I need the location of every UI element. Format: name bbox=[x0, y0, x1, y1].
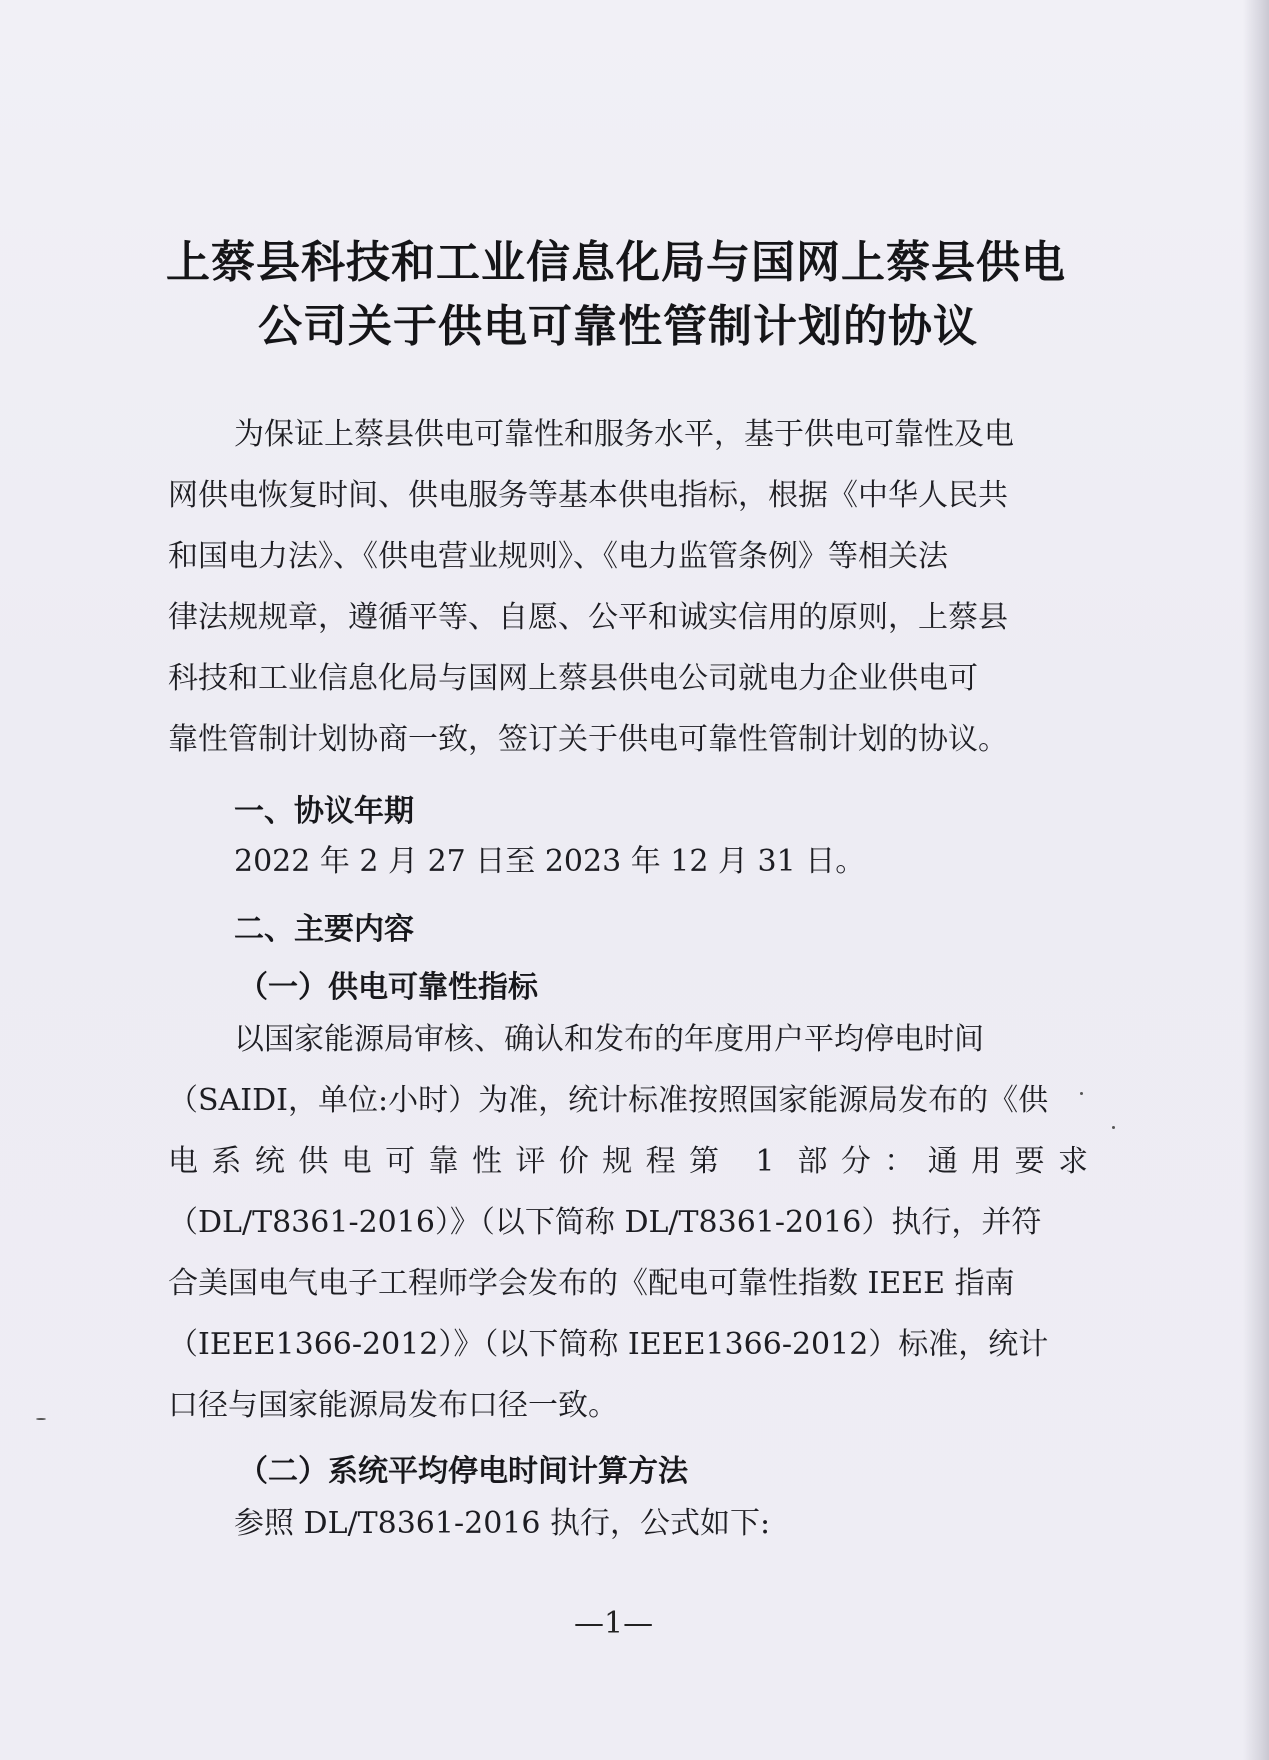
sub1-line-3: 电系统供电可靠性评价规程第 1 部分：通用要求 bbox=[168, 1144, 1088, 1179]
document-title-line-1: 上蔡县科技和工业信息化局与国网上蔡县供电 bbox=[166, 237, 1066, 288]
intro-line-5: 科技和工业信息化局与国网上蔡县供电公司就电力企业供电可 bbox=[168, 661, 978, 696]
sub1-line-1: 以国家能源局审核、确认和发布的年度用户平均停电时间 bbox=[234, 1022, 984, 1057]
intro-line-4: 律法规规章，遵循平等、自愿、公平和诚实信用的原则，上蔡县 bbox=[168, 600, 1008, 635]
sub1-line-4: （DL/T8361-2016）》（以下简称 DL/T8361-2016）执行，并符 bbox=[168, 1205, 1042, 1240]
intro-line-2: 网供电恢复时间、供电服务等基本供电指标，根据《中华人民共 bbox=[168, 478, 1008, 513]
subsection-2-heading: （二）系统平均停电时间计算方法 bbox=[238, 1454, 688, 1489]
sub1-line-2: （SAIDI，单位:小时）为准，统计标准按照国家能源局发布的《供 bbox=[168, 1083, 1049, 1118]
agreement-period-text: 2022 年 2 月 27 日至 2023 年 12 月 31 日。 bbox=[234, 844, 866, 879]
page-number: —1— bbox=[574, 1606, 654, 1641]
sub1-line-6: （IEEE1366-2012）》（以下简称 IEEE1366-2012）标准，统计 bbox=[168, 1327, 1049, 1362]
sub1-line-5: 合美国电气电子工程师学会发布的《配电可靠性指数 IEEE 指南 bbox=[168, 1266, 1015, 1301]
subsection-1-heading: （一）供电可靠性指标 bbox=[238, 970, 538, 1005]
sub2-text: 参照 DL/T8361-2016 执行，公式如下: bbox=[234, 1506, 771, 1541]
intro-line-3: 和国电力法》、《供电营业规则》、《电力监管条例》等相关法 bbox=[168, 539, 948, 574]
section-1-heading: 一、协议年期 bbox=[234, 794, 414, 829]
sub1-line-7: 口径与国家能源局发布口径一致。 bbox=[168, 1388, 618, 1423]
section-2-heading: 二、主要内容 bbox=[234, 912, 414, 947]
document-title-line-2: 公司关于供电可靠性管制计划的协议 bbox=[258, 301, 978, 352]
page-edge-shadow bbox=[1243, 0, 1269, 1760]
intro-line-1: 为保证上蔡县供电可靠性和服务水平，基于供电可靠性及电 bbox=[234, 417, 1014, 452]
intro-line-6: 靠性管制计划协商一致，签订关于供电可靠性管制计划的协议。 bbox=[168, 722, 1008, 757]
scan-speck bbox=[1080, 1092, 1083, 1095]
scan-speck bbox=[1112, 1126, 1115, 1129]
scan-speck bbox=[36, 1418, 46, 1420]
